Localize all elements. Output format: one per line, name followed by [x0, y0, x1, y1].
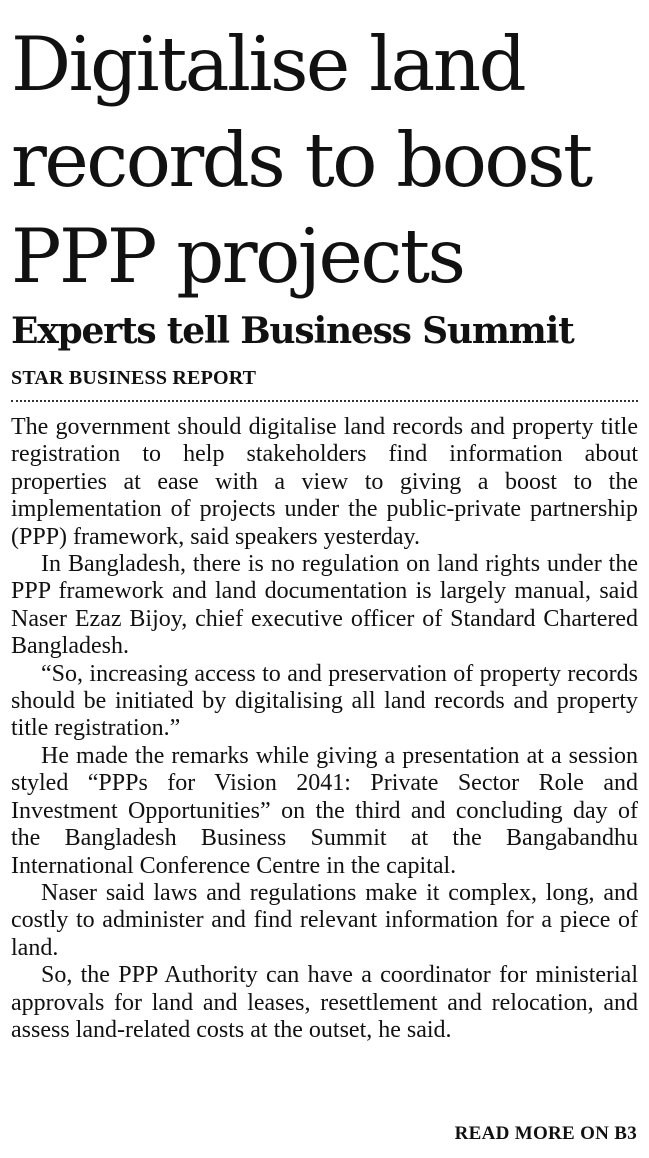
byline: STAR BUSINESS REPORT	[11, 366, 638, 402]
paragraph-1: The government should digitalise land records and property title registration to help stakeholders find information about properties at ease with a view to giving a boost to the implementation of projects under the public-private partnership (PPP) framework, said speakers yesterday.	[11, 414, 638, 550]
paragraph-4: He made the remarks while giving a presentation at a session styled “PPPs for Vision 2041: Private Sector Role and Investment Opportunities” on the third and concluding day of the Bangladesh Business Summit at the Bangabandhu International Conference Centre in the capital.	[11, 742, 638, 879]
read-more-link[interactable]: READ MORE ON B3	[454, 1123, 637, 1144]
headline-line-2: records to boost	[11, 116, 591, 204]
headline-line-3: PPP projects	[11, 212, 464, 300]
paragraph-3: “So, increasing access to and preservation of property records should be initiated by digitalising all land records and property title registration.”	[11, 660, 638, 742]
headline-line-1: Digitalise land	[11, 20, 525, 108]
article-body	[11, 414, 638, 1044]
subheadline: Experts tell Business Summit	[11, 310, 574, 352]
paragraph-6: So, the PPP Authority can have a coordinator for ministerial approvals for land and leases, resettlement and relocation, and assess land-related costs at the outset, he said.	[11, 962, 638, 1043]
paragraph-5: Naser said laws and regulations make it complex, long, and costly to administer and find relevant information for a piece of land.	[11, 879, 638, 961]
headline	[11, 0, 638, 304]
paragraph-2: In Bangladesh, there is no regulation on land rights under the PPP framework and land documentation is largely manual, said Naser Ezaz Bijoy, chief executive officer of Standard Chartered Bangladesh.	[11, 551, 638, 660]
